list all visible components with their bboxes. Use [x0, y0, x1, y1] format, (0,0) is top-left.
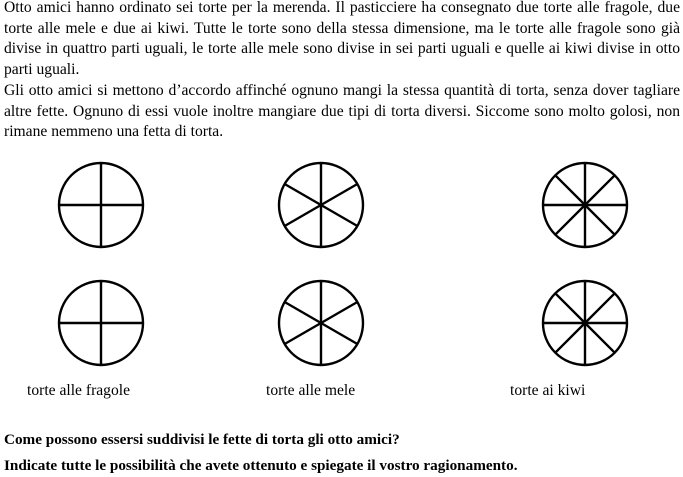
caption-strawberry: torte alle fragole — [27, 382, 131, 399]
slice-cut-line — [585, 323, 615, 353]
slice-cut-line — [555, 205, 585, 235]
question-heading: Come possono essersi suddivisi le fette di torta gli otto amici? — [4, 431, 400, 448]
instruction-heading: Indicate tutte le possibilità che avete ottenuto e spiegate il vostro ragionamento. — [4, 457, 518, 474]
strawberry-cake-2 — [56, 278, 146, 368]
slice-cut-line — [285, 323, 321, 344]
slice-cut-line — [555, 175, 585, 205]
caption-apple: torte alle mele — [266, 382, 356, 399]
slice-cut-line — [585, 205, 615, 235]
slice-cut-line — [285, 184, 321, 205]
rules-paragraph: Gli otto amici si mettono d’accordo affinché ognuno mangi la stessa quantità di torta, senza dover tagliare altre fette. Ognuno di essi vuole inoltre mangiare due tipi di torta diversi. Siccome sono molto golosi, non rimane nemmeno una fetta di torta. — [4, 82, 680, 140]
slice-cut-line — [285, 302, 321, 323]
slice-cut-line — [555, 293, 585, 323]
kiwi-cake-1 — [540, 160, 630, 250]
apple-cake-2 — [276, 278, 366, 368]
slice-cut-line — [321, 302, 357, 323]
slice-cut-line — [321, 205, 357, 226]
intro-paragraph: Otto amici hanno ordinato sei torte per la merenda. Il pasticciere ha consegnato due torte alle fragole, due torte alle mele e due ai kiwi. Tutte le torte sono della stessa dimensione, ma le torte alle fragole sono già divise in quattro parti uguali, le torte alle mele sono divise in sei parti uguali e quelle ai kiwi divise in otto parti uguali. — [4, 0, 680, 78]
caption-kiwi: torte ai kiwi — [510, 382, 586, 399]
strawberry-cake-1 — [56, 160, 146, 250]
slice-cut-line — [321, 323, 357, 344]
slice-cut-line — [555, 323, 585, 353]
apple-cake-1 — [276, 160, 366, 250]
kiwi-cake-2 — [540, 278, 630, 368]
slice-cut-line — [285, 205, 321, 226]
slice-cut-line — [321, 184, 357, 205]
slice-cut-line — [585, 175, 615, 205]
slice-cut-line — [585, 293, 615, 323]
